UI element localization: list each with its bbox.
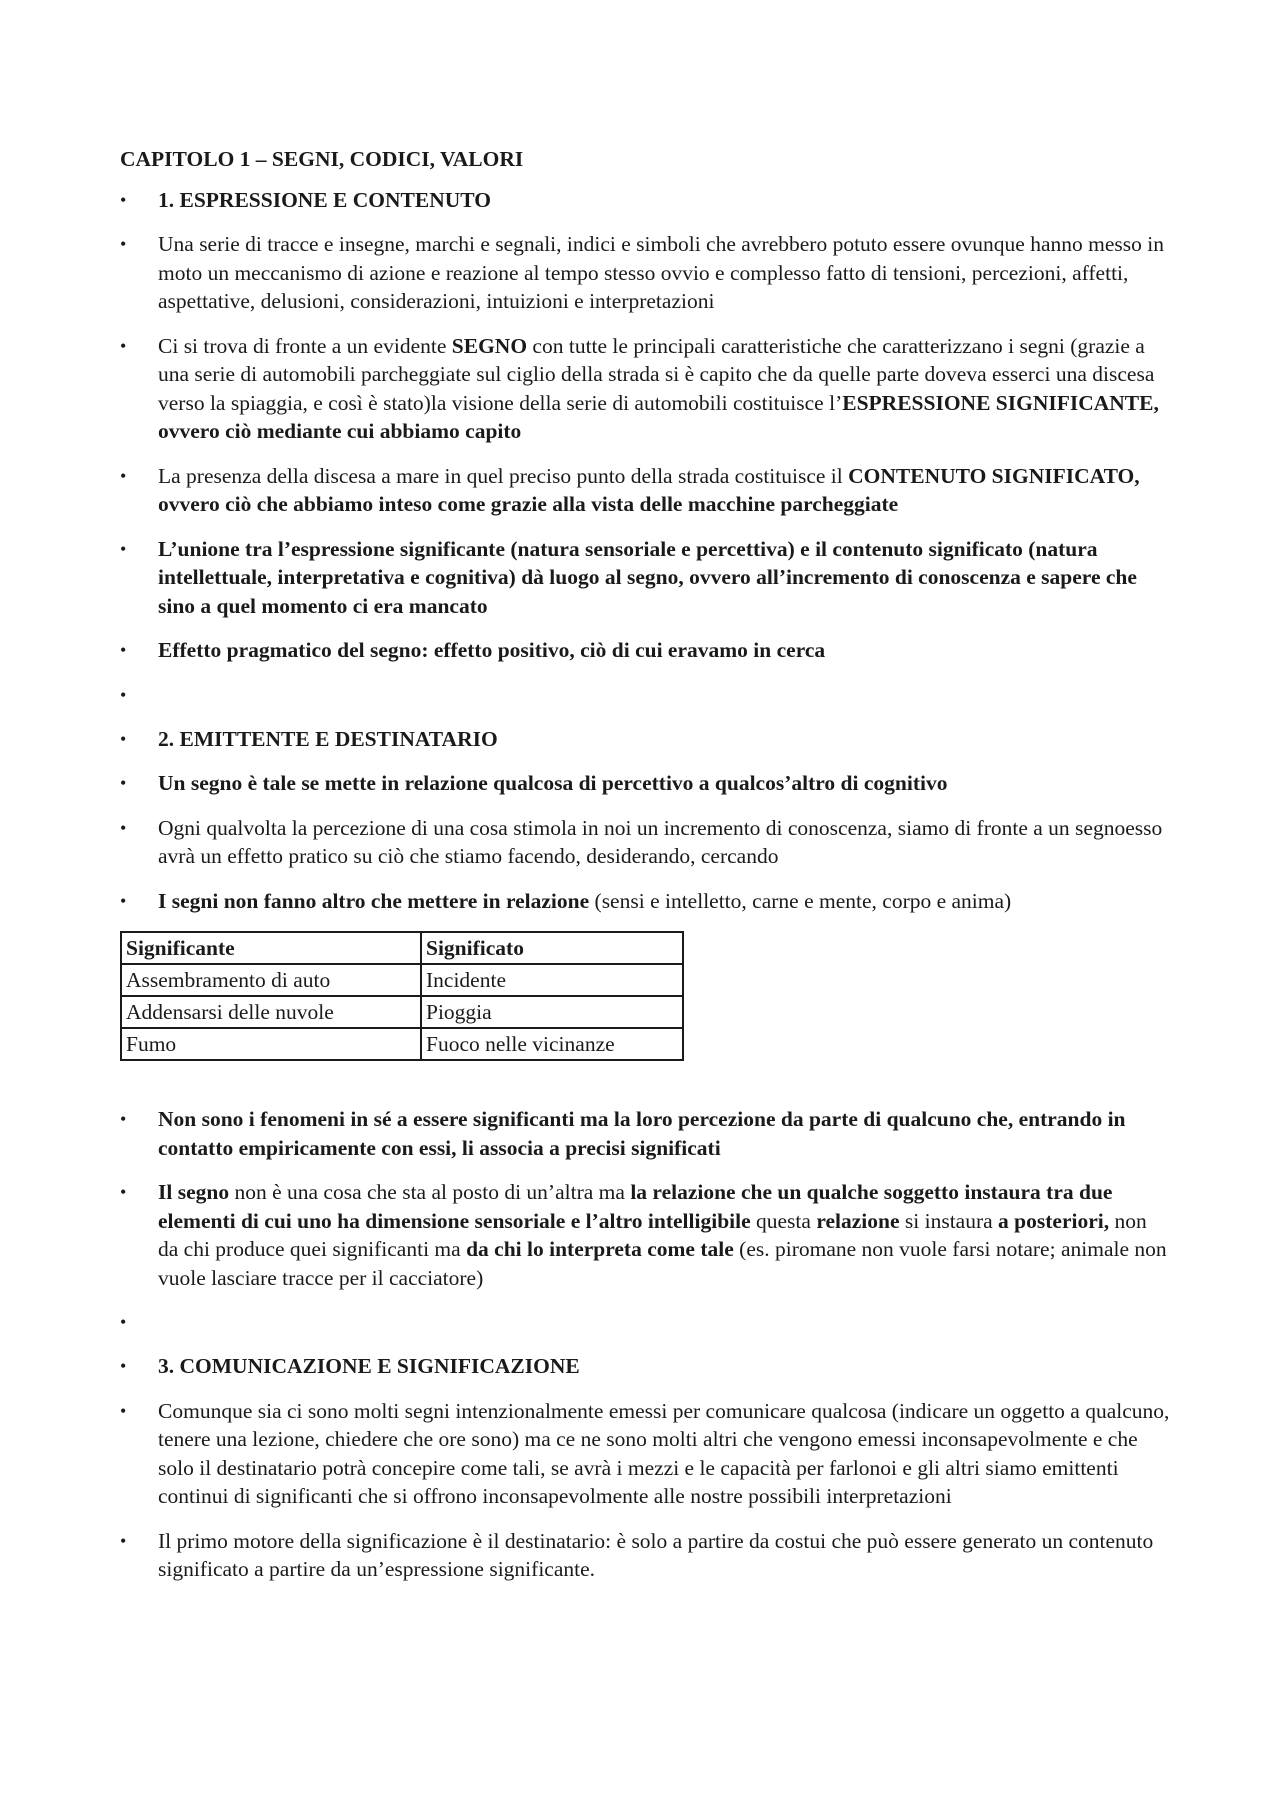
bullet-icon: • [120, 1109, 127, 1129]
table-row [121, 996, 683, 1028]
bold-text: 3. COMUNICAZIONE E SIGNIFICAZIONE [158, 1354, 580, 1378]
list-item [120, 636, 1170, 665]
list-item [120, 332, 1170, 446]
text-run: non da chi produce quei significanti ma [158, 1208, 1147, 1261]
bullet-list-section-2-3 [120, 1105, 1170, 1584]
list-item [120, 769, 1170, 798]
text-run: La presenza della discesa a mare in quel preciso punto della strada costituisce il [158, 463, 849, 488]
bullet-icon: • [120, 189, 127, 210]
table-cell: Pioggia [421, 996, 683, 1028]
bullet-icon: • [120, 538, 127, 559]
list-item-text [158, 636, 1170, 665]
text-run: Il primo motore della significazione è il destinatario: è solo a partire da costui che può essere generato un contenuto significato a partire da un’espressione significante. [158, 1528, 1154, 1581]
bullet-icon: • [120, 1530, 127, 1551]
list-item-text [158, 230, 1170, 316]
table-header-cell: Significante [121, 932, 421, 964]
signifier-signified-table [120, 931, 684, 1061]
bold-text: relazione [816, 1208, 900, 1233]
list-item [120, 462, 1170, 519]
list-item-text [158, 1527, 1170, 1584]
list-item [120, 230, 1170, 316]
list-item [120, 1105, 1170, 1162]
bold-text: la relazione che un qualche soggetto instaura tra due elementi di cui uno ha dimensione sensoriale e l’altro intelligibile [158, 1180, 1113, 1233]
text-run: si instaura [899, 1208, 999, 1233]
list-item [120, 1527, 1170, 1584]
bold-text: a posteriori, [998, 1208, 1110, 1233]
bullet-icon: • [120, 465, 127, 486]
bullet-icon: • [120, 1356, 127, 1376]
bold-text: Non sono i fenomeni in sé a essere significanti ma la loro percezione da parte di qualcuno che, entrando in contatto empiricamente con essi, li associa a precisi significati [158, 1107, 1126, 1160]
bold-text: CONTENUTO SIGNIFICATO, ovvero ciò che abbiamo inteso come grazie alla vista delle macchine parcheggiate [158, 463, 1140, 516]
bold-text: I segni non fanno altro che mettere in relazione [158, 888, 590, 913]
table-cell: Fuoco nelle vicinanze [421, 1028, 683, 1060]
list-item [120, 1178, 1170, 1292]
list-item [120, 1308, 1170, 1336]
list-item-text [158, 1105, 1170, 1162]
bullet-icon: • [120, 890, 127, 911]
bullet-icon: • [120, 817, 127, 838]
list-item [120, 887, 1170, 916]
list-item [120, 1352, 1170, 1381]
bold-text: L’unione tra l’espressione significante (natura sensoriale e percettiva) e il contenuto significato (natura intellettuale, interpretativa e cognitiva) dà luogo al segno, ovvero all’incremento di conoscenza e sapere che sino a quel momento ci era mancato [158, 536, 1137, 618]
list-item-text [158, 535, 1170, 621]
list-item [120, 814, 1170, 871]
text-run: Ci si trova di fronte a un evidente [158, 333, 452, 358]
list-item-text [158, 186, 1170, 215]
table-row [121, 1028, 683, 1060]
table-cell: Addensarsi delle nuvole [121, 996, 421, 1028]
bold-text: 2. EMITTENTE E DESTINATARIO [158, 726, 498, 751]
text-run: (sensi e intelletto, carne e mente, corpo e anima) [589, 888, 1012, 913]
text-run: Ogni qualvolta la percezione di una cosa stimola in noi un incremento di conoscenza, siamo di fronte a un segnoesso avrà un effetto pratico su ciò che stiamo facendo, desiderando, cercando [158, 815, 1163, 868]
list-item-text [158, 1178, 1170, 1292]
list-item-text [158, 814, 1170, 871]
bold-text: ESPRESSIONE SIGNIFICANTE, ovvero ciò mediante cui abbiamo capito [158, 390, 1159, 443]
bullet-icon: • [120, 234, 127, 254]
text-run: non è una cosa che sta al posto di un’altra ma [229, 1180, 631, 1204]
table-cell: Incidente [421, 964, 683, 996]
text-run: (es. piromane non vuole farsi notare; animale non vuole lasciare tracce per il cacciatore) [158, 1237, 1167, 1290]
bullet-icon: • [120, 1182, 127, 1202]
bold-text: Un segno è tale se mette in relazione qualcosa di percettivo a qualcos’altro di cognitivo [158, 771, 948, 795]
bold-text: SEGNO [451, 333, 528, 358]
text-run: questa [750, 1208, 817, 1233]
table-cell: Fumo [121, 1028, 421, 1060]
bullet-icon: • [120, 728, 127, 749]
bold-text: 1. ESPRESSIONE E CONTENUTO [158, 187, 491, 212]
document-page [120, 145, 1170, 1600]
bold-text: Il segno [158, 1180, 230, 1204]
list-item-text [158, 462, 1170, 519]
text-run: con tutte le principali caratteristiche che caratterizzano i segni (grazie a una serie di automobili parcheggiate sul ciglio della strada si è capito che da quelle parte doveva esserci una discesa verso la spiaggia, e così è stato)la visione della serie di automobili costituisce l’ [158, 333, 1155, 415]
list-item-text [158, 887, 1170, 916]
bullet-icon: • [120, 1400, 127, 1421]
list-item [120, 681, 1170, 709]
list-item [120, 725, 1170, 754]
list-item-text [158, 332, 1170, 446]
table-header-cell: Significato [421, 932, 683, 964]
chapter-title: CAPITOLO 1 – SEGNI, CODICI, VALORI [120, 147, 524, 171]
bullet-list-section-1-2 [120, 186, 1170, 916]
bullet-icon: • [120, 684, 127, 705]
list-item [120, 186, 1170, 215]
list-item-text [158, 769, 1170, 798]
bold-text: da chi lo interpreta come tale [466, 1237, 734, 1261]
table-row [121, 964, 683, 996]
text-run: Comunque sia ci sono molti segni intenzionalmente emessi per comunicare qualcosa (indicare un oggetto a qualcuno, tenere una lezione, chiedere che ore sono) ma ce ne sono molti altri che vengono emessi inconsapevolmente e che solo il destinatario potrà concepire come tali, se avrà i mezzi e le capacità per farlonoi e gli altri siamo emittenti continui di significanti che si offrono inconsapevolmente alle nostre possibili interpretazioni [158, 1398, 1170, 1508]
bullet-icon: • [120, 335, 127, 356]
table-cell: Assembramento di auto [121, 964, 421, 996]
table-header-row [121, 932, 683, 964]
bold-text: Effetto pragmatico del segno: effetto positivo, ciò di cui eravamo in cerca [158, 638, 826, 662]
list-item [120, 1397, 1170, 1511]
list-item-text [158, 725, 1170, 754]
list-item-text [158, 1397, 1170, 1511]
text-run: Una serie di tracce e insegne, marchi e segnali, indici e simboli che avrebbero potuto essere ovunque hanno messo in moto un meccanismo di azione e reazione al tempo stesso ovvio e complesso fatto di tensioni, percezioni, affetti, aspettative, delusioni, considerazioni, intuizioni e interpretazioni [158, 232, 1164, 313]
list-item [120, 535, 1170, 621]
bullet-icon: • [120, 773, 127, 793]
bullet-icon: • [120, 640, 127, 660]
list-item-text [158, 1352, 1170, 1381]
bullet-icon: • [120, 1312, 127, 1332]
